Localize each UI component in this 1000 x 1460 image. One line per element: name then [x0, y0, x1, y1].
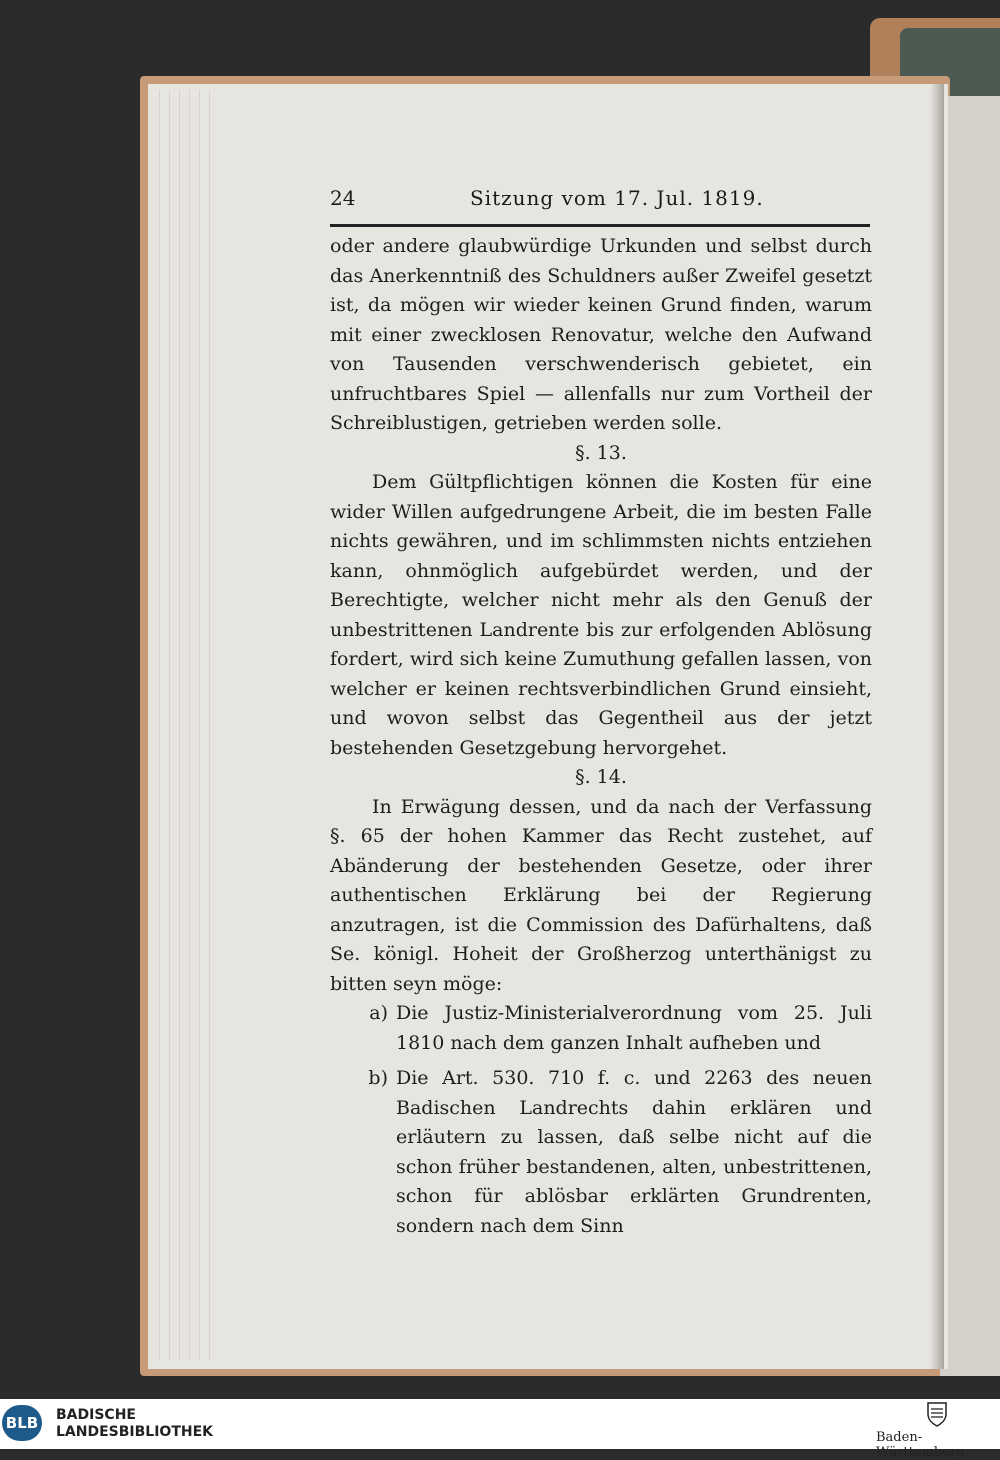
library-name[interactable]: [56, 1407, 213, 1441]
coat-of-arms-icon: [926, 1401, 948, 1427]
gutter: [930, 84, 944, 1369]
list-item-text: Die Justiz-Ministerialverordnung vom 25. Juli 1810 nach dem ganzen Inhalt aufheben und: [396, 1002, 872, 1054]
section-heading: §. 14.: [575, 766, 627, 788]
list-item: [330, 999, 872, 1058]
running-head: Sitzung vom 17. Jul. 1819.: [470, 186, 764, 210]
footer-bar: [0, 1399, 1000, 1460]
list-item-label: a): [369, 1002, 388, 1024]
paragraph: Dem Gültpflichtigen können die Kosten für eine wider Willen aufgedrungene Arbeit, die im besten Falle nichts gewähren, und im schlimmsten nichts entziehen kann, ohnmöglich aufgebürdet werden, und der Berechtigte, welcher nicht mehr als den Genuß der unbestrittenen Landrente bis zur erfolgenden Ablösung fordert, wird sich keine Zumuthung gefallen lassen, von welcher er keinen rechtsverbindlichen Grund einsieht, und wovon selbst das Gegentheil aus der jetzt bestehenden Gesetzgebung hervorgehet.: [330, 471, 872, 759]
state-name[interactable]: Baden-Württemberg: [876, 1430, 965, 1460]
paragraph: oder andere glaubwürdige Urkunden und selbst durch das Anerkenntniß des Schuldners außer Zweifel gesetzt ist, da mögen wir wieder keinen Grund finden, warum mit einer zwecklosen Renovatur, welche den Aufwand von Tausenden verschwenderisch gebietet, ein unfruchtbares Spiel — allenfalls nur zum Vortheil der Schreiblustigen, getrieben werden solle.: [330, 235, 872, 434]
list-item-label: b): [368, 1067, 388, 1089]
library-name-line: BADISCHE: [56, 1407, 136, 1423]
header-rule: [330, 224, 870, 227]
right-page: [940, 96, 1000, 1376]
paragraph: In Erwägung dessen, und da nach der Verfassung §. 65 der hohen Kammer das Recht zustehet, auf Abänderung der bestehenden Gesetze, oder ihrer authentischen Erklärung bei der Regierung anzutragen, ist die Commission des Dafürhaltens, daß Se. königl. Hoheit der Großherzog unterthänigst zu bitten seyn möge:: [330, 795, 872, 995]
page-header: [330, 186, 870, 216]
body-text: [330, 232, 872, 1241]
list-item: [330, 1064, 872, 1241]
blb-logo-icon[interactable]: BLB: [2, 1405, 42, 1441]
list-item-text: Die Art. 530. 710 f. c. und 2263 des neuen Badischen Landrechts dahin erklären und erläutern zu lassen, daß selbe nicht auf die schon früher bestandenen, alten, unbestrittenen, schon für ablösbar erklärten Grundrenten, sondern nach dem Sinn: [396, 1067, 872, 1237]
section-heading: §. 13.: [575, 441, 627, 464]
page-number: 24: [330, 186, 356, 210]
library-name-line: LANDESBIBLIOTHEK: [56, 1424, 214, 1440]
page-edges: [150, 90, 212, 1360]
